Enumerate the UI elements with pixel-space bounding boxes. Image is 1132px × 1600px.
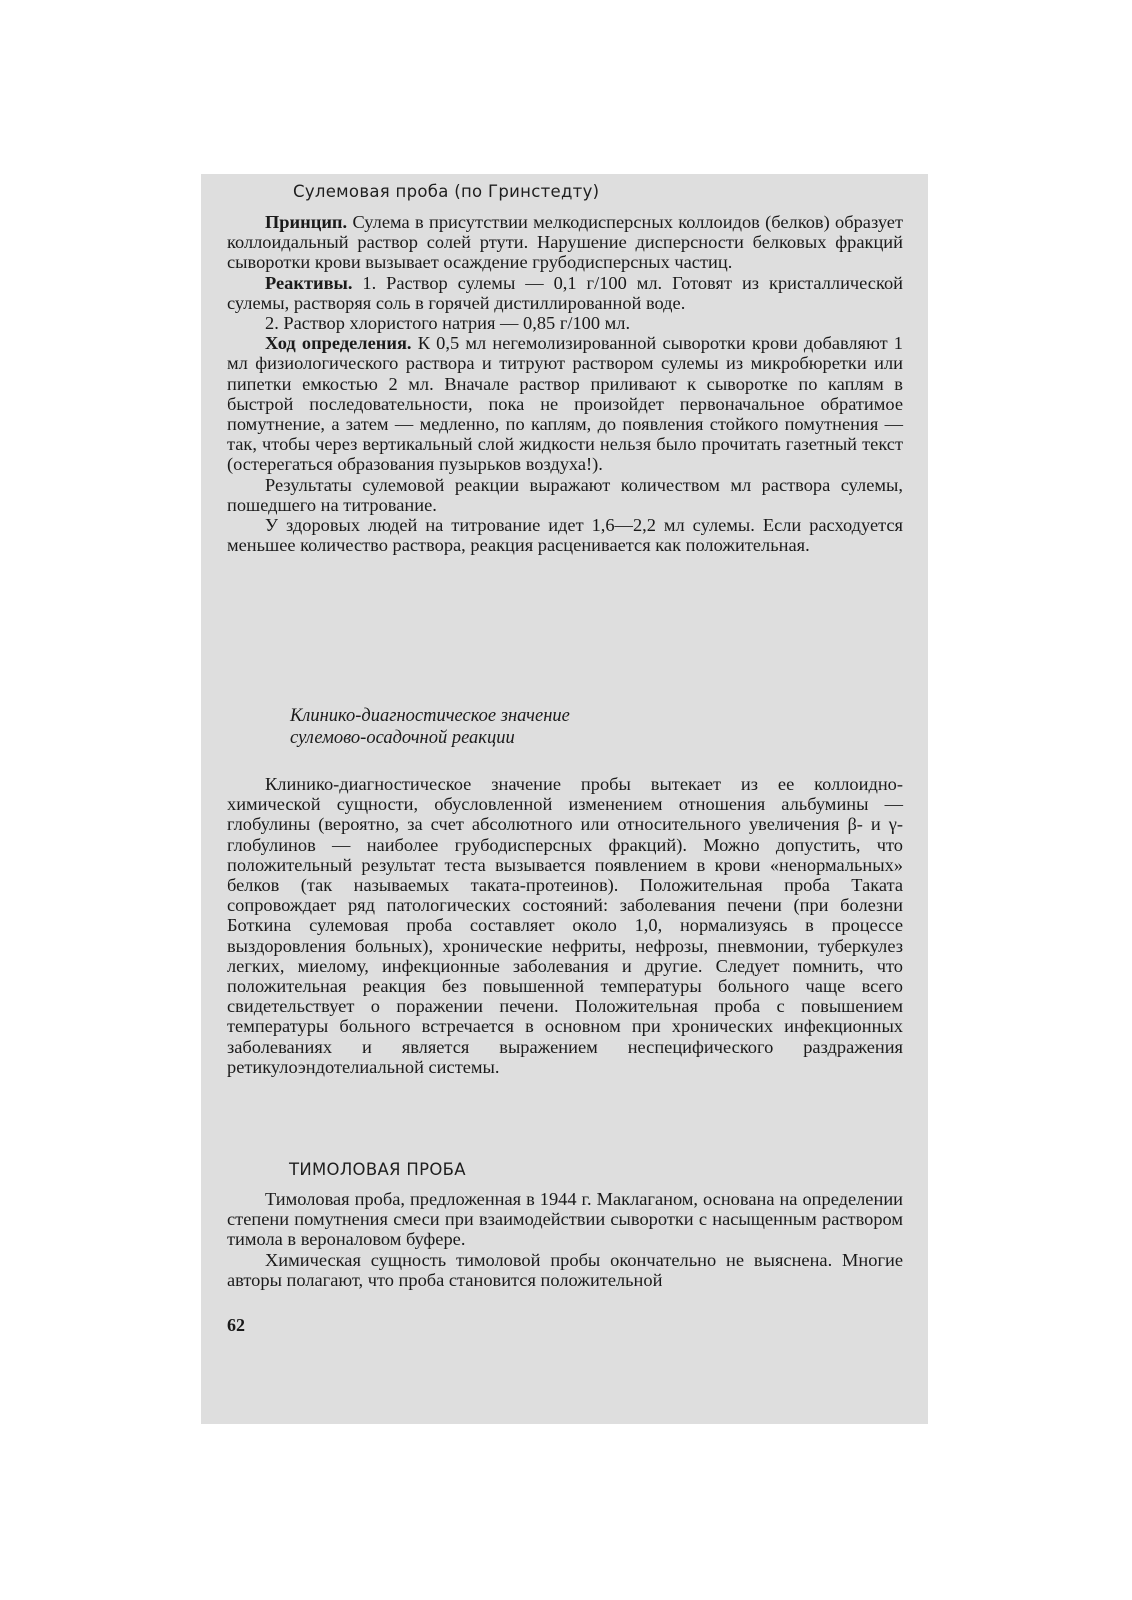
paragraph-lead: Реактивы. — [265, 272, 353, 293]
paragraph-reagents — [227, 273, 903, 313]
page-number: 62 — [227, 1315, 245, 1335]
paragraph-text: 1. Раствор сулемы — 0,1 г/100 мл. Готовят из кристаллической сулемы, растворяя соль в горячей дистиллированной воде. — [227, 272, 903, 313]
section-title-thymol-test: ТИМОЛОВАЯ ПРОБА — [289, 1160, 466, 1179]
subsection-title-clinical-significance — [290, 705, 570, 749]
paragraph-norm: У здоровых людей на титрование идет 1,6—2,2 мл сулемы. Если расходуется меньшее количество раствора, реакция расценивается как положительная. — [227, 515, 903, 556]
paragraph-procedure — [227, 333, 903, 474]
paragraph-thymol-chemistry: Химическая сущность тимоловой пробы окончательно не выяснена. Многие авторы полагают, что проба становится положительной — [227, 1249, 903, 1290]
paragraph-lead: Ход определения. — [265, 333, 412, 354]
paragraph-reagent-2: 2. Раствор хлористого натрия — 0,85 г/100 мл. — [265, 313, 631, 334]
paragraph-text: Сулема в присутствии мелкодисперсных коллоидов (белков) образует коллоидальный раствор солей ртути. Нарушение дисперсности белковых фракций сыворотки крови вызывает осаждение грубодисперсных частиц. — [227, 212, 903, 273]
subsection-title-line: сулемово-осадочной реакции — [290, 728, 515, 748]
paragraph-clinical: Клинико-диагностическое значение пробы вытекает из ее коллоидно-химической сущности, обусловленной изменением отношения альбумины — глобулины (вероятно, за счет абсолютного или относительного увеличения β- и γ-глобулинов — наиболее грубодисперсных фракций). Можно допустить, что положительный результат теста вызывается появлением в крови «ненормальных» белков (так называемых таката-протеинов). Положительная проба Таката сопровождает ряд патологических состояний: заболевания печени (при болезни Боткина сулемовая проба составляет около 1,0, нормализуясь в процессе выздоровления больных), хронические нефриты, нефрозы, пневмонии, туберкулез легких, миелому, инфекционные заболевания и другие. Следует помнить, что положительная реакция без повышенной температуры больного чаще всего свидетельствует о поражении печени. Положительная проба с повышением температуры больного встречается в основном при хронических инфекционных заболеваниях и является выражением неспецифического раздражения ретикулоэндотелиальной системы. — [227, 774, 903, 1077]
section-title-sulema-test: Сулемовая проба (по Гринстедту) — [293, 182, 600, 201]
paragraph-thymol-intro: Тимоловая проба, предложенная в 1944 г. Маклаганом, основана на определении степени помутнения смеси при взаимодействии сыворотки с насыщенным раствором тимола в вероналовом буфере. — [227, 1189, 903, 1250]
paragraph-principle — [227, 212, 903, 273]
subsection-title-line: Клинико-диагностическое значение — [290, 706, 570, 726]
paragraph-lead: Принцип. — [265, 212, 348, 232]
subsection-body-clinical-significance — [227, 774, 903, 1077]
paragraph-text: К 0,5 мл негемолизированной сыворотки крови добавляют 1 мл физиологического раствора и титруют раствором сулемы из микробюретки или пипетки емкостью 2 мл. Вначале раствор приливают к сыворотке по каплям в быстрой последовательности, пока не произойдет первоначальное обратимое помутнение, а затем — медленно, по каплям, до появления стойкого помутнения — так, чтобы через вертикальный слой жидкости нельзя было прочитать газетный текст (остерегаться образования пузырьков воздуха!). — [227, 333, 903, 475]
paragraph-results: Результаты сулемовой реакции выражают количеством мл раствора сулемы, пошедшего на титрование. — [227, 474, 903, 515]
section-body-thymol-test — [227, 1189, 903, 1290]
scanned-page — [201, 174, 928, 1424]
section-body-sulema-test — [227, 212, 903, 555]
